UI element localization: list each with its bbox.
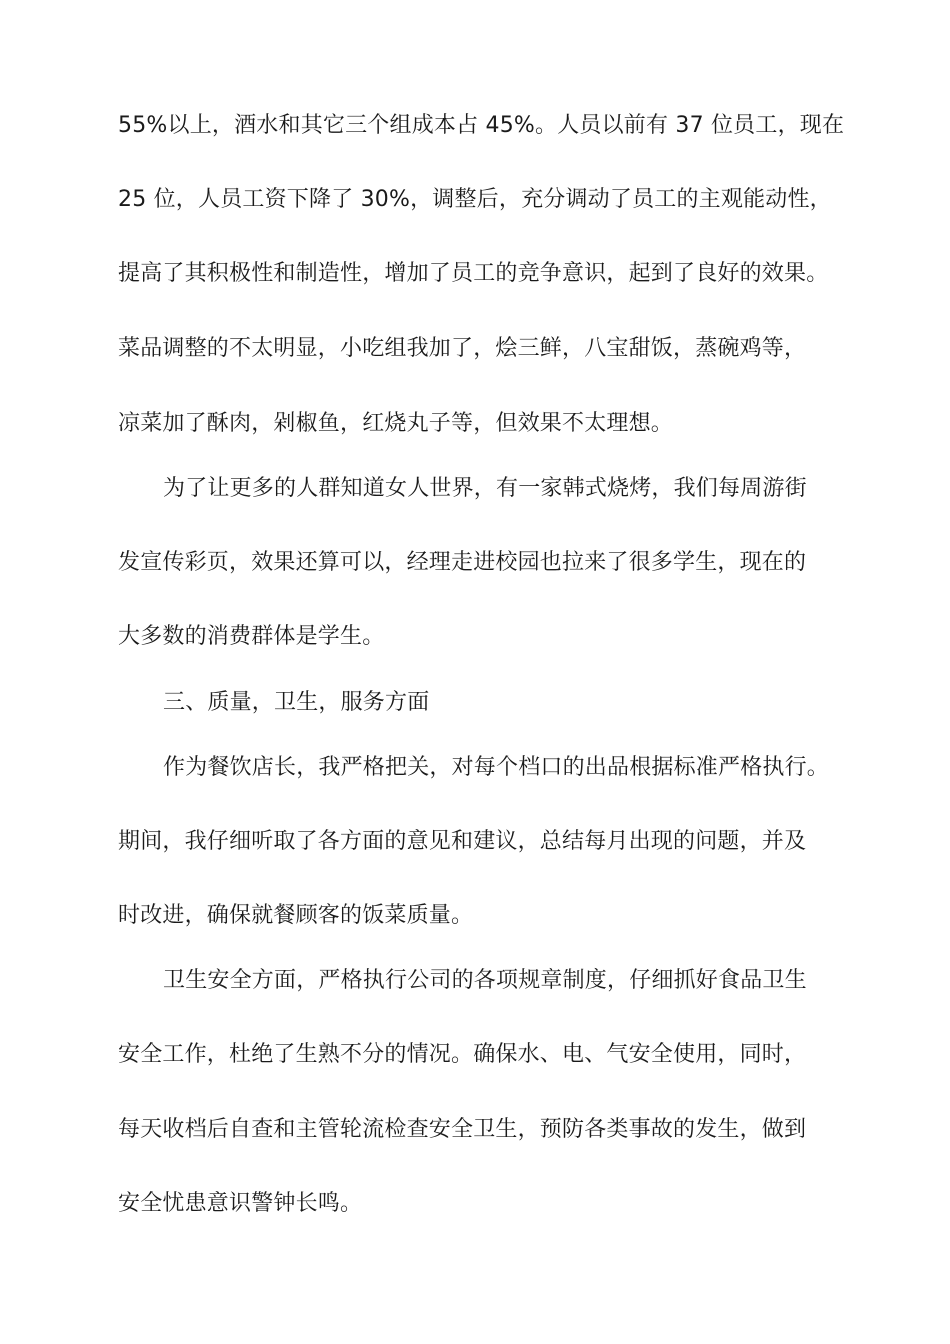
text-line: 安全忧患意识警钟长鸣。 [118,1191,363,1216]
section-heading: 三、质量，卫生，服务方面 [163,690,430,715]
text-line: 25 位，人员工资下降了 30%，调整后，充分调动了员工的主观能动性， [118,187,832,212]
text-line: 为了让更多的人群知道女人世界，有一家韩式烧烤，我们每周游街 [163,476,807,501]
text-line: 发宣传彩页，效果还算可以，经理走进校园也拉来了很多学生，现在的 [118,550,807,575]
text-line: 菜品调整的不太明显，小吃组我加了，烩三鲜，八宝甜饭，蒸碗鸡等， [118,336,807,361]
text-line: 卫生安全方面，严格执行公司的各项规章制度，仔细抓好食品卫生 [163,968,807,993]
text-line: 期间，我仔细听取了各方面的意见和建议，总结每月出现的问题，并及 [118,829,807,854]
text-line: 每天收档后自查和主管轮流检查安全卫生，预防各类事故的发生，做到 [118,1117,807,1142]
text-line: 提高了其积极性和制造性，增加了员工的竞争意识，起到了良好的效果。 [118,261,829,286]
text-line: 55%以上，酒水和其它三个组成本占 45%。人员以前有 37 位员工，现在 [118,113,845,138]
text-line: 安全工作，杜绝了生熟不分的情况。确保水、电、气安全使用，同时， [118,1042,807,1067]
text-line: 时改进，确保就餐顾客的饭菜质量。 [118,903,474,928]
text-line: 凉菜加了酥肉，剁椒鱼，红烧丸子等，但效果不太理想。 [118,411,674,436]
text-line: 作为餐饮店长，我严格把关，对每个档口的出品根据标准严格执行。 [163,755,830,780]
text-line: 大多数的消费群体是学生。 [118,624,385,649]
